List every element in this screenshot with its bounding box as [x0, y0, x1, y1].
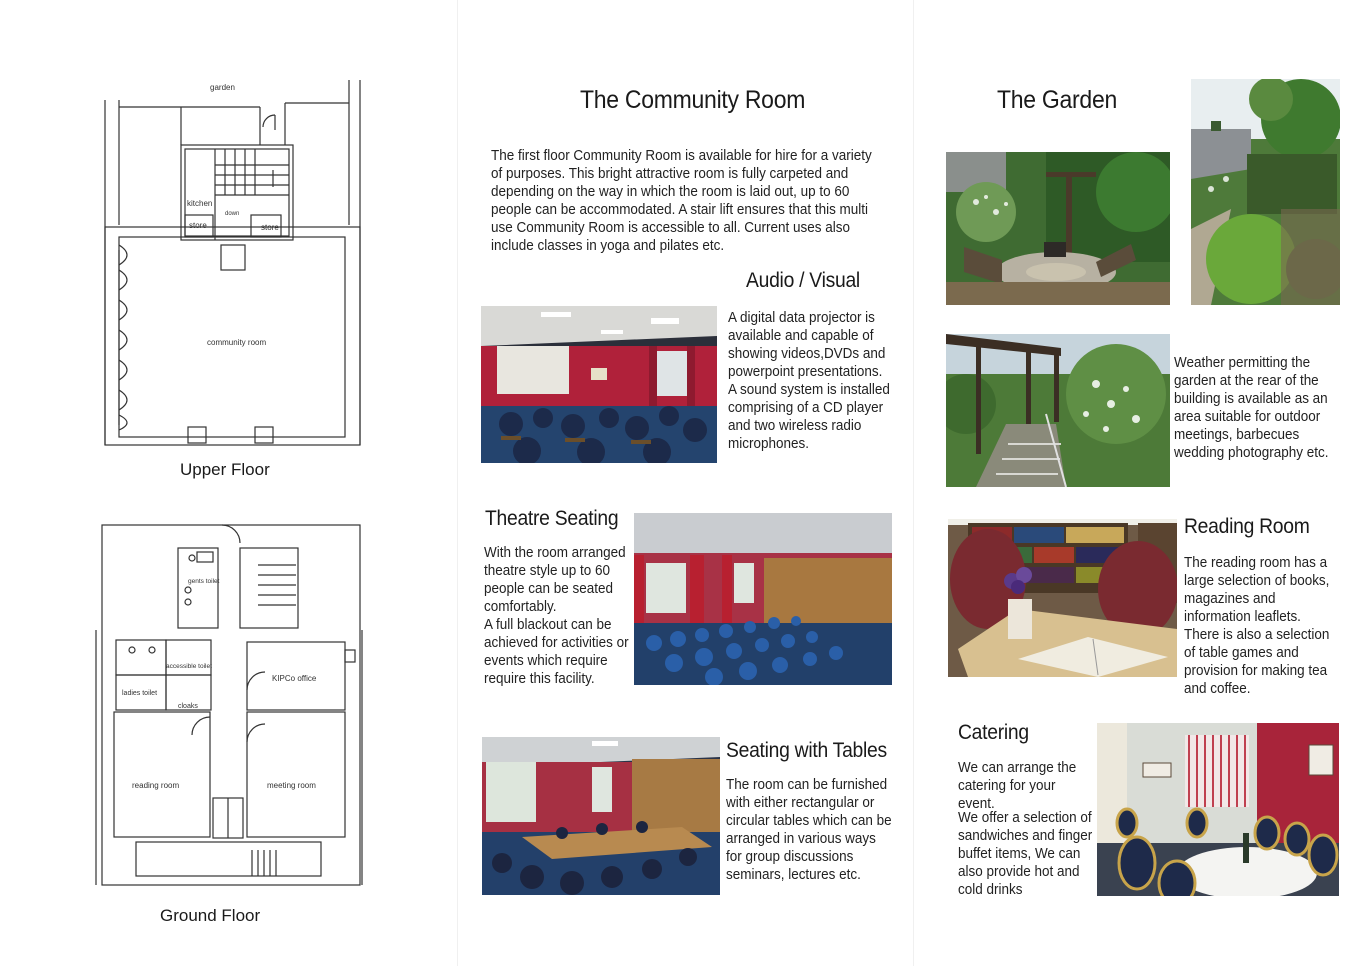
seating-tables-photo — [482, 737, 720, 895]
label-cloaks: cloaks — [178, 703, 198, 710]
label-accessible-toilet: accessible toilet — [166, 663, 212, 670]
reading-room-photo — [948, 519, 1177, 677]
upper-floor-caption: Upper Floor — [180, 460, 270, 479]
label-store-right: store — [261, 223, 279, 232]
seating-tables-text: The room can be furnished with either rectangular or circular tables which can be arranged in various ways for group discussions seminars, lectures etc. — [726, 777, 892, 883]
label-kitchen: kitchen — [187, 199, 213, 208]
label-reading-room: reading room — [132, 781, 180, 790]
community-room-intro: The first floor Community Room is available for hire for a variety of purposes. This bright attractive room is fully carpeted and depending on the way in which the room is laid out, up to 60 people can be accommodated. A stair lift ensures that this multi use Community Room is accessible to all. Current uses also include classes in yoga and pilates etc. — [491, 148, 872, 254]
seating-tables-title: Seating with Tables — [726, 739, 887, 762]
catering-text-1: We can arrange the catering for your event. — [958, 760, 1077, 812]
audio-visual-text: A digital data projector is available and capable of showing videos,DVDs and powerpoint presentations. A sound system is installed comprising of a CD player and two wireless radio microphones. — [728, 310, 890, 452]
upper-floor-plan — [95, 75, 370, 450]
garden-photo-3 — [946, 334, 1170, 487]
label-ladies-toilet: ladies toilet — [122, 690, 158, 697]
label-gents-toilet: gents toilet — [188, 578, 220, 585]
garden-title: The Garden — [997, 86, 1117, 114]
community-room-title: The Community Room — [580, 86, 806, 114]
catering-title: Catering — [958, 721, 1029, 744]
theatre-seating-text: With the room arranged theatre style up to 60 people can be seated comfortably. A full blackout can be achieved for activities or events which require require this facility. — [484, 545, 629, 687]
label-meeting-room: meeting room — [267, 781, 316, 790]
label-community-room: community room — [207, 338, 267, 347]
label-store-left: store — [189, 221, 207, 230]
label-kipco-office: KIPCo office — [272, 674, 317, 683]
garden-photo-1 — [946, 152, 1170, 305]
catering-photo — [1097, 723, 1339, 896]
ground-floor-plan — [92, 520, 367, 890]
theatre-seating-title: Theatre Seating — [485, 507, 619, 530]
audio-visual-title: Audio / Visual — [746, 269, 860, 292]
reading-room-text: The reading room has a large selection of books, magazines and information leaflets. There is also a selection of table games and provision for making tea and coffee. — [1184, 555, 1330, 697]
catering-text-2: We offer a selection of sandwiches and finger buffet items, We can also provide hot and cold drinks — [958, 810, 1093, 898]
garden-text: Weather permitting the garden at the rear of the building is available as an area suitable for outdoor meetings, barbecues wedding photography etc. — [1174, 355, 1329, 461]
ground-floor-caption: Ground Floor — [160, 906, 261, 925]
label-garden: garden — [210, 83, 235, 92]
theatre-seating-photo — [634, 513, 892, 685]
audio-visual-photo — [481, 306, 717, 463]
reading-room-title: Reading Room — [1184, 515, 1310, 538]
label-down: down — [225, 211, 240, 217]
garden-photo-2 — [1191, 79, 1340, 305]
